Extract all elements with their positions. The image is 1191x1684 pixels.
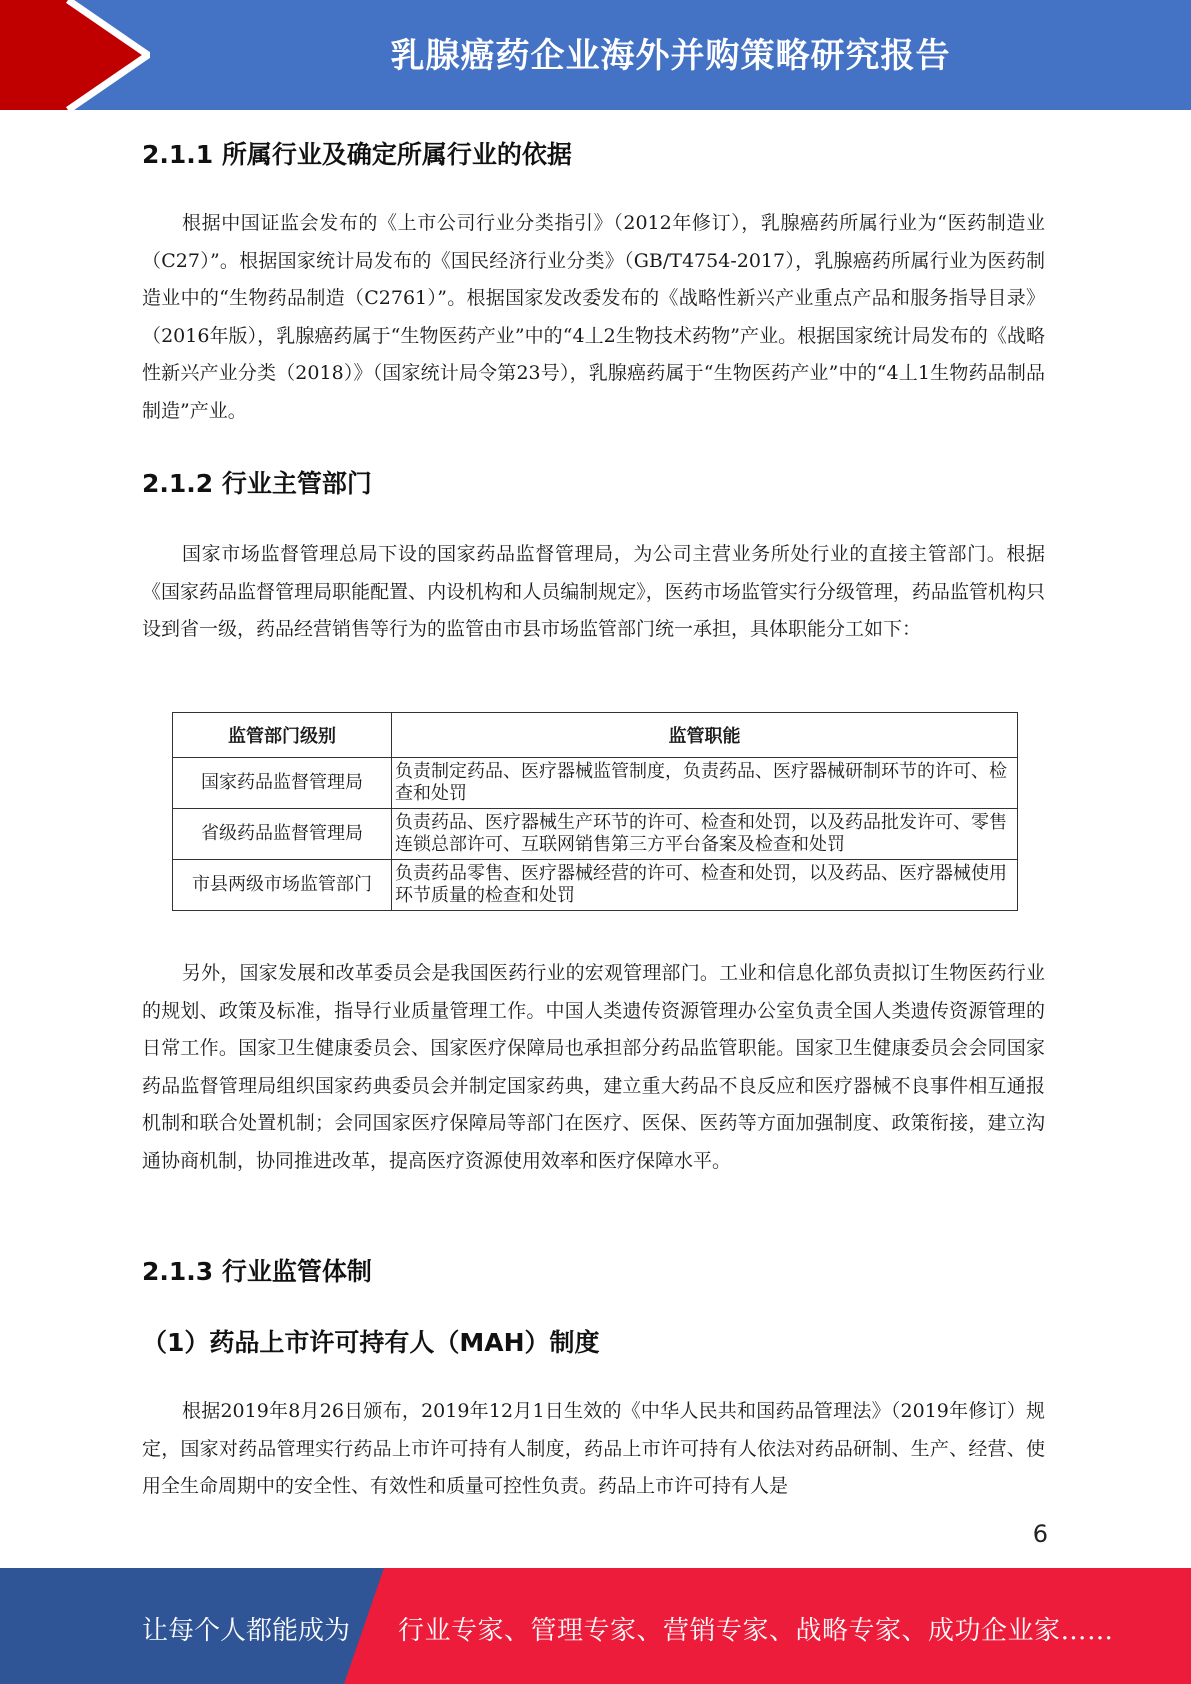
table-row [173,809,1018,860]
subsection-heading-mah: （1）药品上市许可持有人（MAH）制度 [142,1328,600,1357]
section-heading-2-1-1: 2.1.1 所属行业及确定所属行业的依据 [142,140,572,169]
table-cell-level: 国家药品监督管理局 [173,758,392,809]
table-cell-duty: 负责药品、医疗器械生产环节的许可、检查和处罚，以及药品批发许可、零售连锁总部许可、互联网销售第三方平台备案及检查和处罚 [392,809,1018,860]
table-cell-level: 省级药品监督管理局 [173,809,392,860]
footer-slogan-left: 让每个人都能成为 [142,1616,351,1646]
page-number: 6 [1032,1520,1048,1548]
table-cell-level: 市县两级市场监管部门 [173,860,392,911]
table-cell-duty: 负责制定药品、医疗器械监管制度，负责药品、医疗器械研制环节的许可、检查和处罚 [392,758,1018,809]
paragraph-macro-management: 另外，国家发展和改革委员会是我国医药行业的宏观管理部门。工业和信息化部负责拟订生物医药行业的规划、政策及标准，指导行业质量管理工作。中国人类遗传资源管理办公室负责全国人类遗传资源管理的日常工作。国家卫生健康委员会、国家医疗保障局也承担部分药品监管职能。国家卫生健康委员会会同国家药品监督管理局组织国家药典委员会并制定国家药典，建立重大药品不良反应和医疗器械不良事件相互通报机制和联合处置机制；会同国家医疗保障局等部门在医疗、医保、医药等方面加强制度、政策衔接，建立沟通协商机制，协同推进改革，提高医疗资源使用效率和医疗保障水平。 [142,962,1045,1172]
page-header [0,0,1191,110]
footer-slogan-right: 行业专家、管理专家、营销专家、战略专家、成功企业家…… [398,1616,1114,1646]
table-header-level: 监管部门级别 [173,713,392,758]
paragraph-regulator: 国家市场监督管理总局下设的国家药品监督管理局，为公司主营业务所处行业的直接主管部门。根据《国家药品监督管理局职能配置、内设机构和人员编制规定》，医药市场监管实行分级管理，药品监管机构只设到省一级，药品经营销售等行为的监管由市县市场监管部门统一承担，具体职能分工如下： [142,543,1045,640]
table-header-duty: 监管职能 [392,713,1018,758]
table-row [173,860,1018,911]
page-footer [0,1568,1191,1684]
table-header-row [173,713,1018,758]
section-heading-2-1-2: 2.1.2 行业主管部门 [142,469,372,498]
header-title: 乳腺癌药企业海外并购策略研究报告 [390,36,951,76]
section-heading-2-1-3: 2.1.3 行业监管体制 [142,1257,372,1286]
regulation-table [172,712,1018,911]
table-row [173,758,1018,809]
header-arrow-decoration [0,0,150,110]
table-cell-duty: 负责药品零售、医疗器械经营的许可、检查和处罚，以及药品、医疗器械使用环节质量的检查和处罚 [392,860,1018,911]
paragraph-mah: 根据2019年8月26日颁布，2019年12月1日生效的《中华人民共和国药品管理法》（2019年修订）规定，国家对药品管理实行药品上市许可持有人制度，药品上市许可持有人依法对药品研制、生产、经营、使用全生命周期中的安全性、有效性和质量可控性负责。药品上市许可持有人是 [142,1400,1045,1497]
paragraph-industry-classification: 根据中国证监会发布的《上市公司行业分类指引》（2012年修订），乳腺癌药所属行业为“医药制造业（C27）”。根据国家统计局发布的《国民经济行业分类》（GB/T4754-2017），乳腺癌药所属行业为医药制造业中的“生物药品制造（C2761）”。根据国家发改委发布的《战略性新兴产业重点产品和服务指导目录》（2016年版），乳腺癌药属于“生物医药产业”中的“4丄2生物技术药物”产业。根据国家统计局发布的《战略性新兴产业分类（2018）》（国家统计局令第23号），乳腺癌药属于“生物医药产业”中的“4丄1生物药品制品制造”产业。 [142,212,1045,422]
